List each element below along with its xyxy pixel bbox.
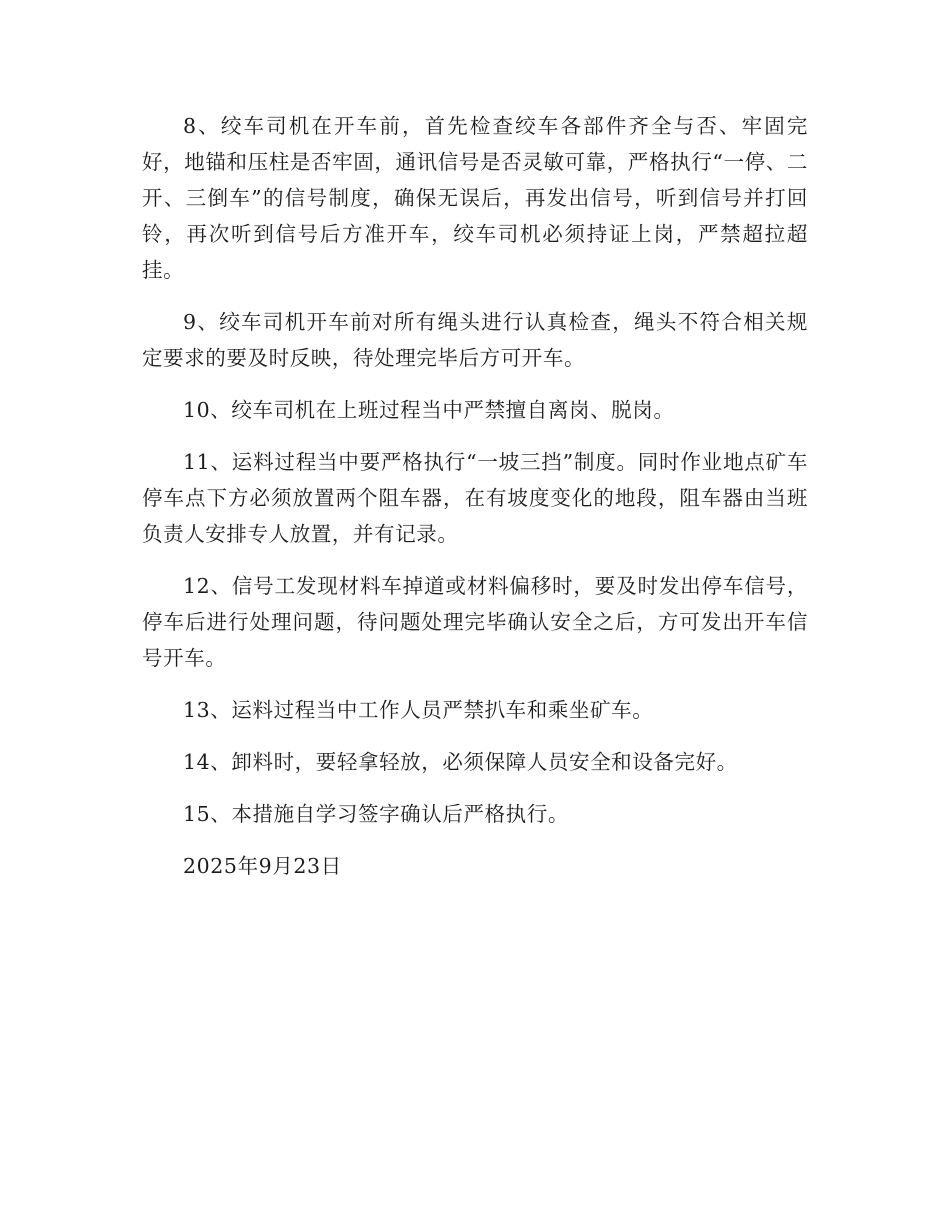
paragraph-item-12: 12、信号工发现材料车掉道或材料偏移时，要及时发出停车信号，停车后进行处理问题，待问题处理完毕确认安全之后，方可发出开车信号开车。: [142, 574, 808, 670]
document-body: [142, 108, 808, 900]
paragraph-item-9: 9、绞车司机开车前对所有绳头进行认真检查，绳头不符合相关规定要求的要及时反映，待处理完毕后方可开车。: [142, 310, 808, 370]
paragraph-item-13: 13、运料过程当中工作人员严禁扒车和乘坐矿车。: [183, 698, 654, 722]
paragraph-item-15: 15、本措施自学习签字确认后严格执行。: [183, 802, 569, 826]
paragraph-item-10: 10、绞车司机在上班过程当中严禁擅自离岗、脱岗。: [183, 398, 675, 422]
paragraph-item-8: 8、绞车司机在开车前，首先检查绞车各部件齐全与否、牢固完好，地锚和压柱是否牢固，通讯信号是否灵敏可靠，严格执行“一停、二开、三倒车”的信号制度，确保无误后，再发出信号，听到信号并打回铃，再次听到信号后方准开车，绞车司机必须持证上岗，严禁超拉超挂。: [142, 114, 808, 282]
document-date: 2025年9月23日: [183, 854, 342, 878]
paragraph-item-14: 14、卸料时，要轻拿轻放，必须保障人员安全和设备完好。: [183, 750, 738, 774]
paragraph-item-11: 11、运料过程当中要严格执行“一坡三挡”制度。同时作业地点矿车停车点下方必须放置两个阻车器，在有坡度变化的地段，阻车器由当班负责人安排专人放置，并有记录。: [142, 450, 808, 546]
